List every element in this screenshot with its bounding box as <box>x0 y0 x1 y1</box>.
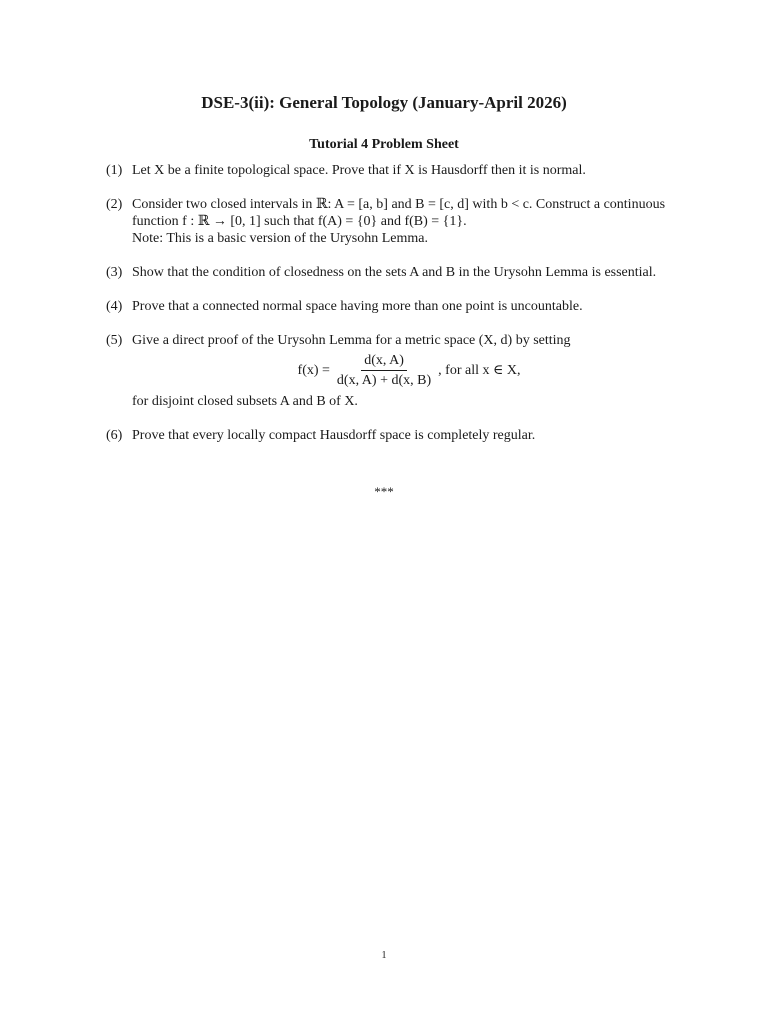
problem-text: Prove that a connected normal space having more than one point is uncountable. <box>132 299 583 314</box>
problem-number: (5) <box>106 333 123 348</box>
problem-text: Show that the condition of closedness on the sets A and B in the Urysohn Lemma is essential. <box>132 265 657 280</box>
problem-body <box>132 332 686 410</box>
fraction-denominator: d(x, A) + d(x, B) <box>336 373 432 388</box>
end-mark: *** <box>374 484 394 499</box>
problem-1 <box>106 162 686 179</box>
page-title: DSE-3(ii): General Topology (January-April 2026) <box>201 93 567 112</box>
problem-5 <box>106 332 686 410</box>
problem-number: (4) <box>106 299 123 314</box>
sheet-subtitle: Tutorial 4 Problem Sheet <box>309 137 459 152</box>
problem-number: (2) <box>106 197 123 212</box>
problem-note: Note: This is a basic version of the Urysohn Lemma. <box>132 231 429 246</box>
problem-text: Prove that every locally compact Hausdorff space is completely regular. <box>132 428 536 443</box>
problem-text: Consider two closed intervals in ℝ: A = [a, b] and B = [c, d] with b < c. Construct a continuous function f : ℝ → [0, 1] such that f(A) = {0} and f(B) = {1}. <box>132 197 666 229</box>
fraction <box>334 352 434 389</box>
problem-number: (3) <box>106 265 123 280</box>
problem-3 <box>106 264 686 281</box>
problem-list <box>106 162 686 461</box>
problem-text: Give a direct proof of the Urysohn Lemma for a metric space (X, d) by setting <box>132 333 571 348</box>
page-number: 1 <box>381 950 387 961</box>
problem-number: (1) <box>106 163 123 178</box>
problem-4 <box>106 298 686 315</box>
fraction-numerator: d(x, A) <box>361 352 407 371</box>
formula-lhs: f(x) = <box>297 363 330 378</box>
formula-rhs: , for all x ∈ X, <box>438 363 521 378</box>
problem-body <box>132 196 686 247</box>
urysohn-formula <box>132 352 686 389</box>
problem-text-continued: for disjoint closed subsets A and B of X. <box>132 394 358 409</box>
problem-number: (6) <box>106 428 123 443</box>
problem-text: Let X be a finite topological space. Prove that if X is Hausdorff then it is normal. <box>132 163 586 178</box>
problem-6 <box>106 427 686 444</box>
problem-2 <box>106 196 686 247</box>
